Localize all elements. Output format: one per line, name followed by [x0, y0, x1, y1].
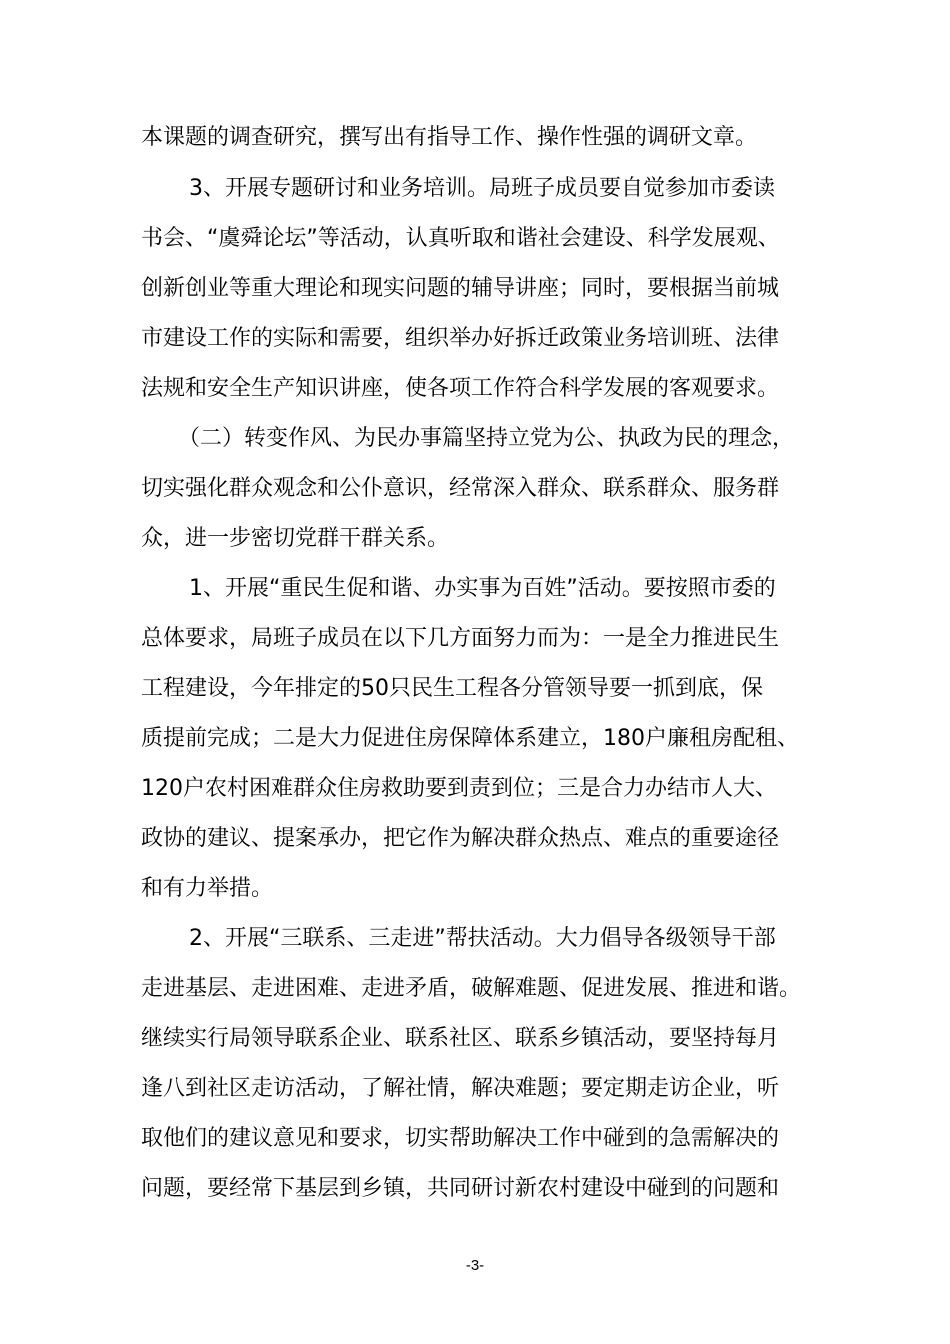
body-text-line-3: 书会、“虞舜论坛”等活动，认真听取和谐社会建设、科学发展观、	[141, 226, 780, 251]
body-text-line-8: 切实强化群众观念和公仆意识，经常深入群众、联系群众、服务群	[141, 476, 780, 501]
body-text-line-13: 质提前完成；二是大力促进住房保障体系建立，180户廉租房配租、	[141, 726, 799, 751]
body-text-line-2: 3、开展专题研讨和业务培训。局班子成员要自觉参加市委读	[189, 176, 775, 201]
body-text-line-15: 政协的建议、提案承办，把它作为解决群众热点、难点的重要途径	[141, 826, 780, 851]
body-text-line-17: 2、开展“三联系、三走进”帮扶活动。大力倡导各级领导干部	[189, 926, 776, 951]
body-text-line-11: 总体要求，局班子成员在以下几方面努力而为：一是全力推进民生	[141, 626, 780, 651]
body-text-line-21: 取他们的建议意见和要求，切实帮助解决工作中碰到的急需解决的	[141, 1126, 780, 1151]
body-text-line-10: 1、开展“重民生促和谐、办实事为百姓”活动。要按照市委的	[189, 576, 776, 601]
body-text-line-4: 创新创业等重大理论和现实问题的辅导讲座；同时，要根据当前城	[141, 276, 780, 301]
body-text-line-22: 问题，要经常下基层到乡镇，共同研讨新农村建设中碰到的问题和	[141, 1176, 780, 1201]
body-text-line-9: 众，进一步密切党群干群关系。	[141, 526, 450, 551]
body-text-line-12: 工程建设，今年排定的50只民生工程各分管领导要一抓到底，保	[141, 676, 763, 701]
body-text-line-20: 逢八到社区走访活动，了解社情，解决难题；要定期走访企业，听	[141, 1076, 780, 1101]
body-text-line-14: 120户农村困难群众住房救助要到责到位；三是合力办结市人大、	[141, 776, 777, 801]
body-text-line-18: 走进基层、走进困难、走进矛盾，破解难题、促进发展、推进和谐。	[141, 976, 802, 1001]
body-text-line-16: 和有力举措。	[141, 876, 274, 901]
body-text-line-1: 本课题的调查研究，撰写出有指导工作、操作性强的调研文章。	[141, 125, 758, 150]
body-text-line-6: 法规和安全生产知识讲座，使各项工作符合科学发展的客观要求。	[141, 376, 780, 401]
body-text-line-19: 继续实行局领导联系企业、联系社区、联系乡镇活动，要坚持每月	[141, 1026, 780, 1051]
body-text-line-5: 市建设工作的实际和需要，组织举办好拆迁政策业务培训班、法律	[141, 326, 780, 351]
body-text-line-7: （二）转变作风、为民办事篇坚持立党为公、执政为民的理念，	[178, 426, 795, 451]
page-number: -3-	[465, 1257, 485, 1274]
